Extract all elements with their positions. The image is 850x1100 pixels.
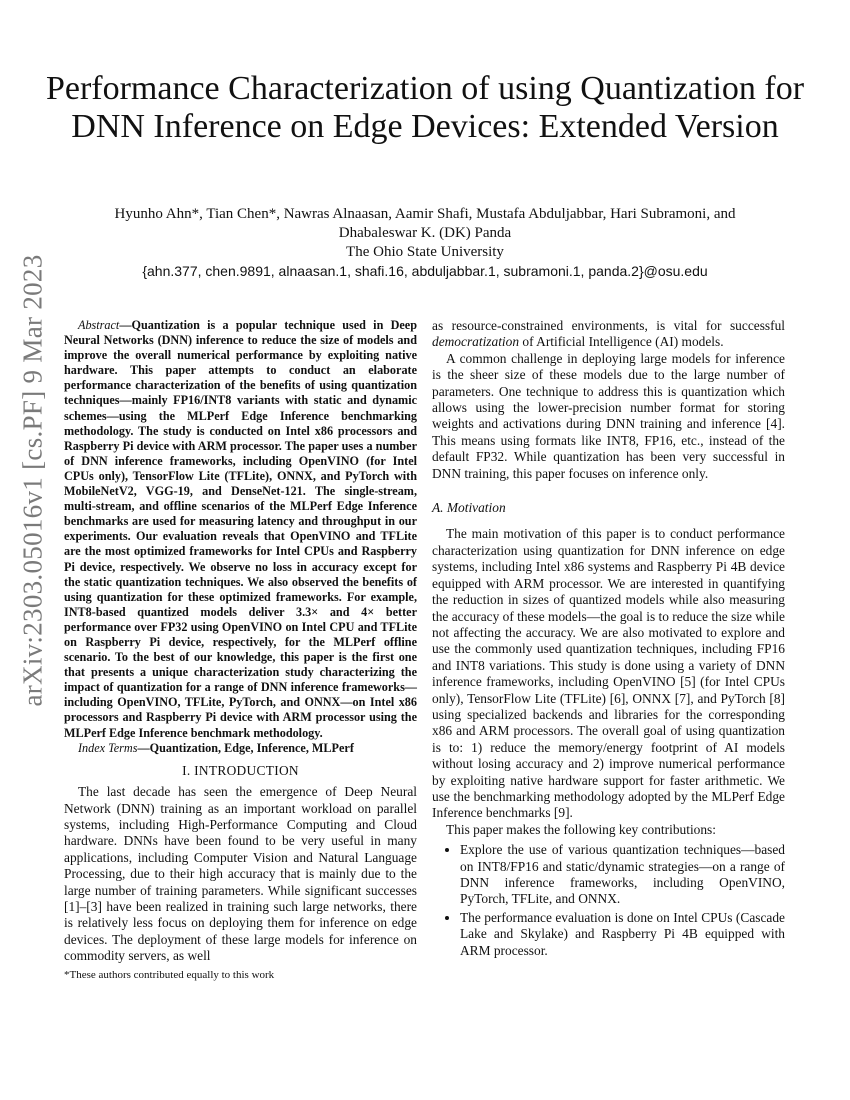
author-affiliation: The Ohio State University: [346, 244, 504, 260]
intro-continued-text-a: as resource-constrained environments, is vital for successful: [432, 318, 785, 333]
arxiv-identifier-stamp: [10, 253, 56, 707]
subsection-heading-motivation: A. Motivation: [432, 500, 506, 516]
footnote-text: *These authors contributed equally to this work: [64, 969, 275, 981]
intro-continued-emphasis: democratization: [432, 334, 520, 350]
section-heading-introduction: I. INTRODUCTION: [182, 762, 299, 778]
motivation-paragraph: The main motivation of this paper is to conduct performance characterization using quantization for DNN inference on edge systems, including Intel x86 systems and Raspberry Pi 4B device equipped with ARM processor. We are interested in quantifying the reduction in sizes of quantized models while also measuring the accuracy of these models—the goal is to reduce the size while not affecting the accuracy. We are also motivated to explore and use the commonly used quantization techniques, including FP16 and INT8 variations. This study is done using a variety of DNN inference frameworks, including OpenVINO [5] (for Intel CPUs only), TensorFlow Lite (TFLite) [6], ONNX [7], and PyTorch [8] using specialized backends and libraries for the corresponding x86 and ARM processors. The overall goal of using quantization is to: 1) reduce the memory/energy footprint of AI models without losing accuracy and 2) improve numerical performance by exploiting native hardware support for faster arithmetic. We use the benchmarking methodology adopted by the MLPerf Edge Inference benchmarks [9].: [432, 526, 785, 821]
contribution-item: • Explore the use of various quantization techniques—based on INT8/FP16 and static/dynamic strategies—on a range of DNN inference frameworks, including OpenVINO, PyTorch, TFLite, and ONNX.: [460, 842, 785, 908]
contributions-intro: This paper makes the following key contributions:: [446, 821, 716, 837]
author-list-line-2: Dhabaleswar K. (DK) Panda: [338, 225, 512, 241]
quantization-paragraph: A common challenge in deploying large models for inference is the sheer size of these models due to the large number of parameters. One technique to address this is quantization which allows using the lower-precision number format for storing weights and activations during DNN training and inference [4]. This means using formats like INT8, FP16, etc., instead of the default FP32. While quantization has been very successful in DNN training, this paper focuses on inference only.: [432, 350, 785, 481]
author-list-line-1: Hyunho Ahn*, Tian Chen*, Nawras Alnaasan, Aamir Shafi, Mustafa Abduljabbar, Hari Subramoni, and: [114, 206, 736, 222]
index-terms-label: Index Terms: [78, 740, 138, 755]
intro-paragraph: The last decade has seen the emergence of Deep Neural Network (DNN) training as an important workload on parallel systems, including High-Performance Computing and Cloud hardware. DNNs have been found to be very useful in many applications, including Computer Vision and Natural Language Processing, due to their high accuracy that is mainly due to the large number of training parameters. While significant successes [1]–[3] have been realized in training such large networks, there is relatively less focus on deploying them for inference on edge devices. The deployment of these large models for inference on commodity servers, as well: [64, 784, 417, 964]
intro-paragraph-continued: [432, 318, 785, 351]
abstract-label: Abstract: [78, 318, 120, 332]
author-block: [60, 205, 790, 281]
footnote: [64, 968, 417, 982]
index-terms: [64, 741, 417, 756]
contributions-list: [432, 842, 785, 959]
contribution-item: • The performance evaluation is done on Intel CPUs (Cascade Lake and Skylake) and Raspberry Pi 4B equipped with ARM processor.: [460, 910, 785, 959]
index-terms-text: —Quantization, Edge, Inference, MLPerf: [137, 740, 354, 755]
arxiv-identifier-text: arXiv:2303.05016v1 [cs.PF] 9 Mar 2023: [17, 253, 48, 707]
abstract-text: —Quantization is a popular technique used in Deep Neural Networks (DNN) inference to reduce the size of models and improve the overall numerical performance by exploiting native hardware. This paper attempts to conduct an elaborate performance characterization of the benefits of using quantization techniques—mainly FP16/INT8 variants with static and dynamic schemes—using the MLPerf Edge Inference benchmarking methodology. The study is conducted on Intel x86 processors and Raspberry Pi device with ARM processor. The paper uses a number of DNN inference frameworks, including OpenVINO (for Intel CPUs only), TensorFlow Lite (TFLite), ONNX, and PyTorch with MobileNetV2, VGG-19, and DenseNet-121. The single-stream, multi-stream, and offline scenarios of the MLPerf Edge Inference benchmarks are used for measuring latency and throughput in our experiments. Our evaluation reveals that OpenVINO and TFLite are the most optimized frameworks for Intel CPUs and Raspberry Pi device, respectively. We observe no loss in accuracy except for the static quantization techniques. We also observed the benefits of using quantization for these optimized frameworks. For example, INT8-based quantized models deliver 3.3× and 4× better performance over FP32 using OpenVINO on Intel CPU and TFLite on Raspberry Pi device, respectively, for the MLPerf offline scenario. To the best of our knowledge, this paper is the first one that presents a unique characterization study characterizing the impact of quantization for a range of DNN inference frameworks—including OpenVINO, TFLite, PyTorch, and ONNX—on Intel x86 processors and Raspberry Pi device with ARM processor using the MLPerf Edge Inference benchmark methodology.: [64, 318, 417, 740]
intro-continued-text-b: of Artificial Intelligence (AI) models.: [519, 334, 724, 350]
left-column: [64, 318, 417, 965]
abstract: [64, 318, 417, 741]
author-emails: {ahn.377, chen.9891, alnaasan.1, shafi.16, abduljabbar.1, subramoni.1, panda.2}@osu.edu: [142, 263, 708, 279]
right-column: [432, 318, 785, 961]
paper-title: Performance Characterization of using Quantization for DNN Inference on Edge Devices: Extended Version: [45, 70, 805, 145]
